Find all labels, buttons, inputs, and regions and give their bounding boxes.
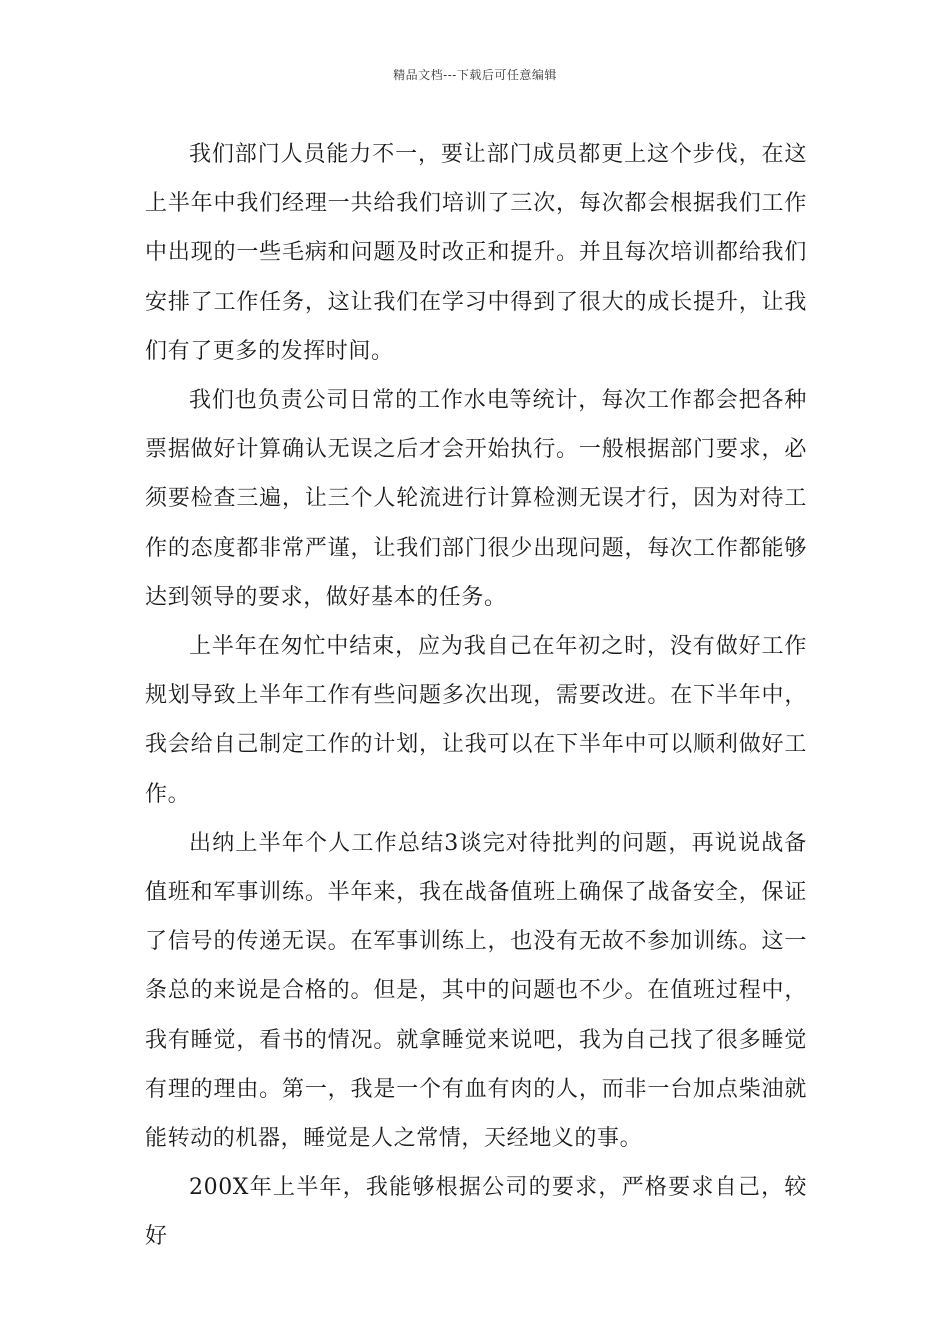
paragraph-3: 上半年在匆忙中结束，应为我自己在年初之时，没有做好工作规划导致上半年工作有些问题多次出现，需要改进。在下半年中，我会给自己制定工作的计划，让我可以在下半年中可以顺利做好工作。 <box>145 634 807 807</box>
document-body <box>145 130 807 1262</box>
paragraph-4: 出纳上半年个人工作总结3谈完对待批判的问题，再说说战备值班和军事训练。半年来，我在战备值班上确保了战备安全，保证了信号的传递无误。在军事训练上，也没有无故不参加训练。这一条总的来说是合格的。但是，其中的问题也不少。在值班过程中，我有睡觉，看书的情况。就拿睡觉来说吧，我为自己找了很多睡觉有理的理由。第一，我是一个有血有肉的人，而非一台加点柴油就能转动的机器，睡觉是人之常情，天经地义的事。 <box>145 830 807 1152</box>
page-header: 精品文档---下载后可任意编辑 <box>393 68 557 82</box>
paragraph-2: 我们也负责公司日常的工作水电等统计，每次工作都会把各种票据做好计算确认无误之后才会开始执行。一般根据部门要求，必须要检查三遍，让三个人轮流进行计算检测无误才行，因为对待工作的态度都非常严谨，让我们部门很少出现问题，每次工作都能够达到领导的要求，做好基本的任务。 <box>145 388 807 610</box>
paragraph-1: 我们部门人员能力不一，要让部门成员都更上这个步伐，在这上半年中我们经理一共给我们培训了三次，每次都会根据我们工作中出现的一些毛病和问题及时改正和提升。并且每次培训都给我们安排了工作任务，这让我们在学习中得到了很大的成长提升，让我们有了更多的发挥时间。 <box>145 142 807 364</box>
paragraph-5: 200X年上半年，我能够根据公司的要求，严格要求自己，较好 <box>145 1175 807 1250</box>
